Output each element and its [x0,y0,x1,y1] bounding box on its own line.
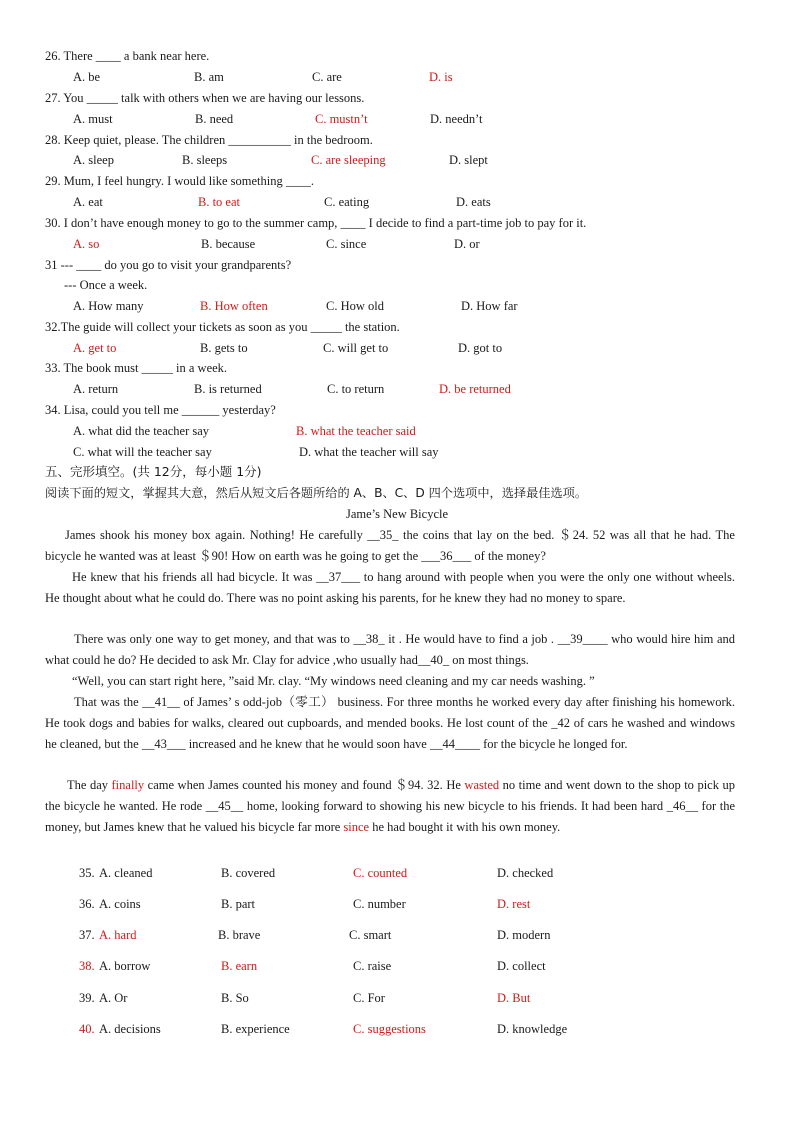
p6-highlight-wasted: wasted [464,778,500,792]
cloze-37-option-c: C. smart [349,928,392,942]
cloze-38-option-a: A. borrow [99,959,151,973]
cloze-35-number: 35. [79,866,95,880]
cloze-38-option-d: D. collect [497,959,546,973]
cloze-39-option-d-answer: D. But [497,991,531,1005]
p6-text-d: he had bought it with his own money. [369,819,561,834]
p6-highlight-finally: finally [111,778,145,792]
q31-option-a: A. How many [73,299,144,313]
passage-paragraph-3: There was only one way to get money, and that was to __38_ it . He would have to find a job . __39____ who would hire him and what could he do? He decided to ask Mr. Clay for advice ,who usually had__40_ on most things. [45,632,735,667]
cloze-40-option-d: D. knowledge [497,1022,568,1036]
q32-option-c: C. will get to [323,341,389,355]
q34-option-b-answer: B. what the teacher said [296,424,416,438]
passage-title: Jame’s New Bicycle [345,507,449,521]
question-26-stem: 26. There ____ a bank near here. [45,49,210,63]
q31-option-d: D. How far [461,299,518,313]
cloze-40-number: 40. [79,1022,95,1036]
cloze-36-option-a: A. coins [99,897,141,911]
passage-paragraph-6 [45,775,735,838]
q30-option-a-answer: A. so [73,237,100,251]
q33-option-a: A. return [73,382,119,396]
cloze-40-option-c-answer: C. suggestions [353,1022,426,1036]
section-instruction: 阅读下面的短文，掌握其大意，然后从短文后各题所给的 A、B、C、D 四个选项中，选择最佳选项。 [45,486,588,500]
section-heading: 五、完形填空。(共 12分，每小题 1分) [45,464,262,479]
q29-option-b-answer: B. to eat [198,195,241,209]
cloze-36-option-b: B. part [221,897,256,911]
cloze-39-number: 39. [79,991,95,1005]
q27-option-a: A. must [73,112,113,126]
cloze-37-option-d: D. modern [497,928,551,942]
cloze-40-option-b: B. experience [221,1022,290,1036]
q28-option-b: B. sleeps [182,153,228,167]
cloze-37-option-b: B. brave [218,928,261,942]
question-27-stem: 27. You _____ talk with others when we are having our lessons. [45,91,365,105]
q26-option-a: A. be [73,70,101,84]
cloze-39-option-c: C. For [353,991,385,1005]
q32-option-d: D. got to [458,341,503,355]
cloze-36-option-c: C. number [353,897,406,911]
passage-paragraph-4: “Well, you can start right here, ”said Mr. clay. “My windows need cleaning and my car needs washing. ” [72,674,595,688]
q30-option-c: C. since [326,237,367,251]
p6-text-a: The day [67,778,112,792]
q27-option-b: B. need [195,112,234,126]
cloze-35-option-a: A. cleaned [99,866,153,880]
q29-option-c: C. eating [324,195,370,209]
q27-option-d: D. needn’t [430,112,483,126]
cloze-36-number: 36. [79,897,95,911]
passage-paragraph-1: James shook his money box again. Nothing! He carefully __35_ the coins that lay on the bed. ＄24. 52 was all that he had. The bicycle he wanted was at least ＄90! How on earth was he going to get the ___36___ of the money? [45,528,735,563]
cloze-39-option-a: A. Or [99,991,128,1005]
cloze-38-number: 38. [79,959,95,973]
question-32-stem: 32.The guide will collect your tickets as soon as you _____ the station. [45,320,400,334]
q31-option-c: C. How old [326,299,384,313]
q29-option-d: D. eats [456,195,491,209]
q30-option-b: B. because [201,237,256,251]
q32-option-b: B. gets to [200,341,248,355]
q34-option-d: D. what the teacher will say [299,445,439,459]
q34-option-a: A. what did the teacher say [73,424,210,438]
question-33-stem: 33. The book must _____ in a week. [45,361,228,375]
cloze-35-option-d: D. checked [497,866,554,880]
q30-option-d: D. or [454,237,480,251]
cloze-37-number: 37. [79,928,95,942]
q29-option-a: A. eat [73,195,103,209]
passage-paragraph-2: He knew that his friends all had bicycle. It was __37___ to hang around with people when you were the only one without wheels. He thought about what he could do. There was no point asking his parents, for he knew they had no money to spare. [45,570,735,605]
cloze-36-option-d-answer: D. rest [497,897,531,911]
cloze-38-option-b-answer: B. earn [221,959,258,973]
p6-text-c: no time and went down to the shop to pick up the bicycle he wanted. He rode __45__ home, looking forward to showing his new bicycle to his friends. It had been hard _46__ for the money, but James knew that he valued his bicycle far more [45,778,735,834]
q26-option-d-answer: D. is [429,70,453,84]
question-31-stem: 31 --- ____ do you go to visit your grandparents? [45,258,292,272]
cloze-35-option-b: B. covered [221,866,276,880]
q32-option-a-answer: A. get to [73,341,117,355]
question-31-reply: --- Once a week. [64,278,148,292]
question-30-stem: 30. I don’t have enough money to go to the summer camp, ____ I decide to find a part-time job to pay for it. [45,216,587,230]
q33-option-d-answer: D. be returned [439,382,511,396]
question-34-stem: 34. Lisa, could you tell me ______ yesterday? [45,403,276,417]
q28-option-c-answer: C. are sleeping [311,153,386,167]
cloze-40-option-a: A. decisions [99,1022,161,1036]
cloze-35-option-c-answer: C. counted [353,866,408,880]
p6-highlight-since: since [343,819,370,834]
q33-option-b: B. is returned [194,382,262,396]
question-28-stem: 28. Keep quiet, please. The children __________ in the bedroom. [45,133,373,147]
q28-option-d: D. slept [449,153,488,167]
q28-option-a: A. sleep [73,153,114,167]
q34-option-c: C. what will the teacher say [73,445,212,459]
cloze-37-option-a-answer: A. hard [99,928,137,942]
q33-option-c: C. to return [327,382,385,396]
p6-text-b: came when James counted his money and found ＄94. 32. He [144,778,465,792]
q27-option-c-answer: C. mustn’t [315,112,368,126]
q26-option-c: C. are [312,70,342,84]
question-29-stem: 29. Mum, I feel hungry. I would like something ____. [45,174,314,188]
q31-option-b-answer: B. How often [200,299,268,313]
passage-paragraph-5: That was the __41__ of James’ s odd-job（零工） business. For three months he worked every day after finishing his homework. He took dogs and babies for walks, cleared out cupboards, and mended books. He lost count of the _42 of cars he washed and windows he cleaned, but the __43___ increased and he knew that he would soon have __44____ for the bicycle he longed for. [45,695,735,751]
cloze-39-option-b: B. So [221,991,249,1005]
q26-option-b: B. am [194,70,224,84]
cloze-38-option-c: C. raise [353,959,392,973]
